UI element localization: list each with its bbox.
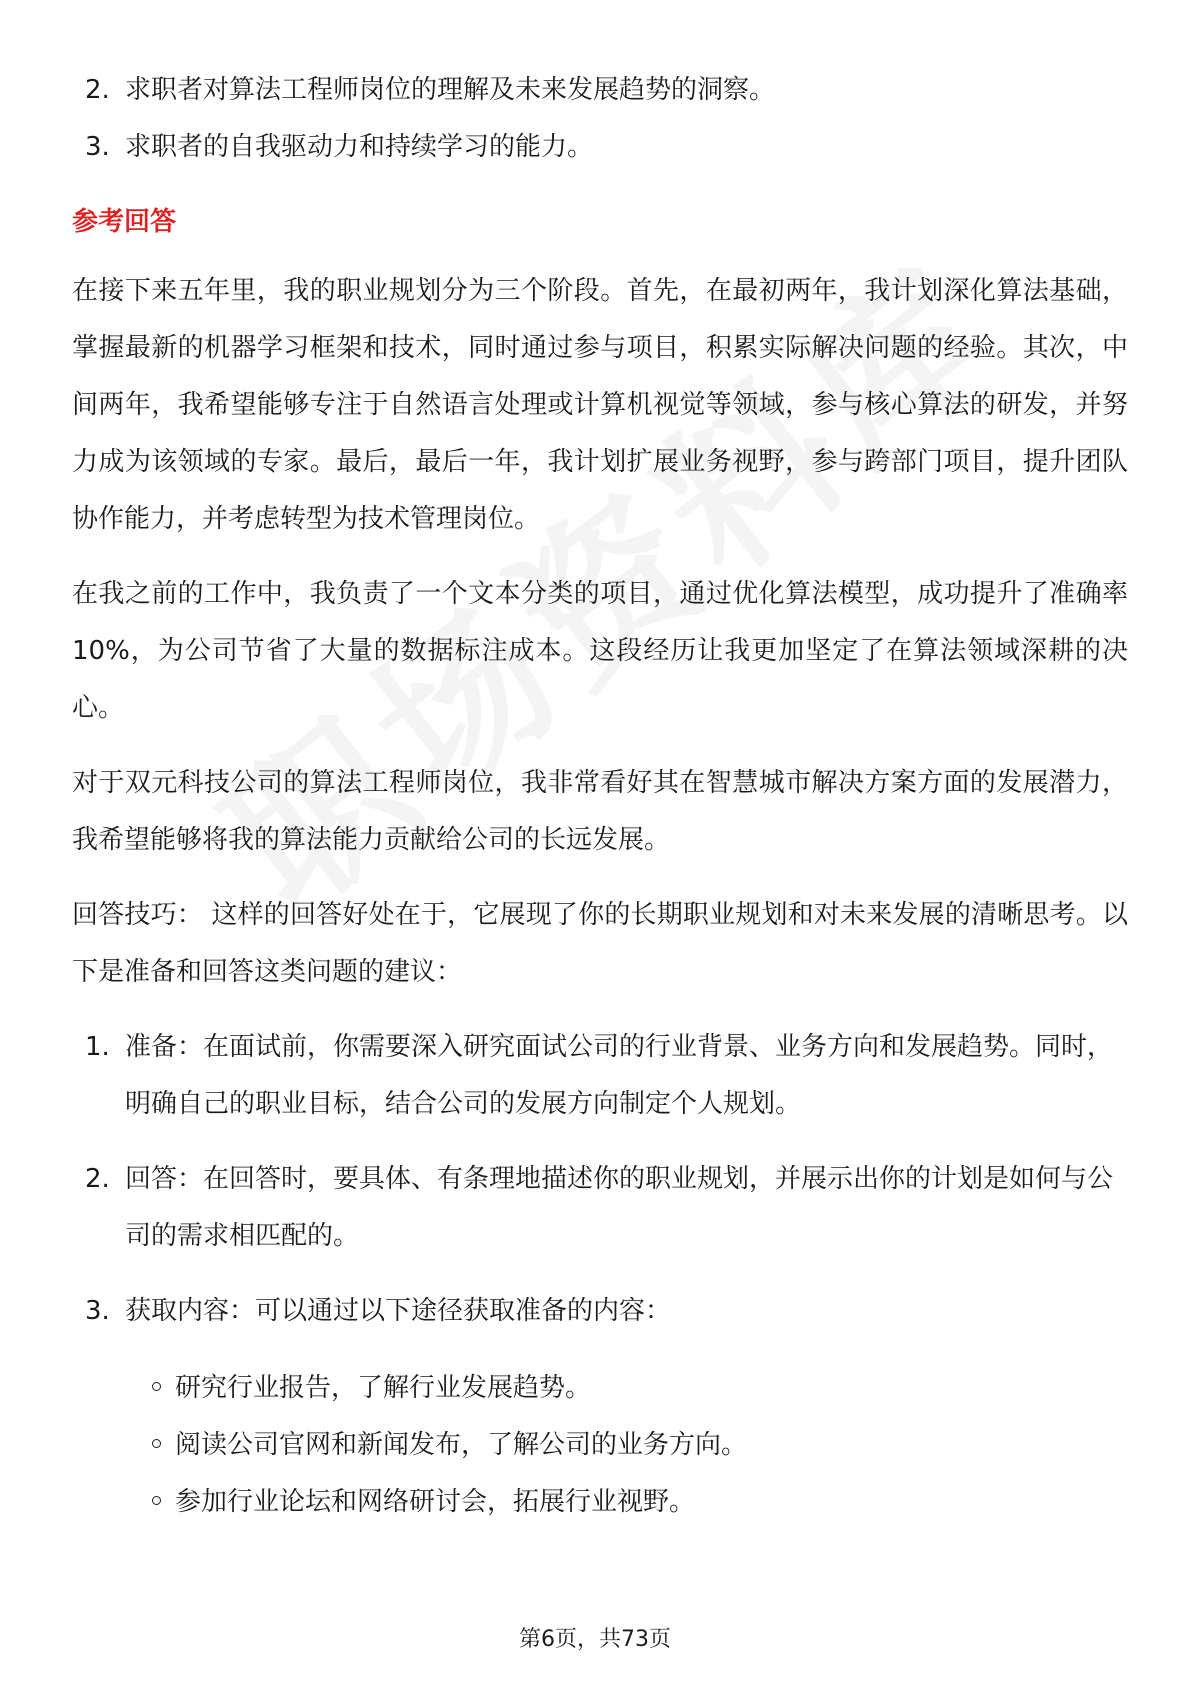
- page-footer: 第6页，共73页: [519, 1627, 671, 1652]
- list-item-text: 求职者对算法工程师岗位的理解及未来发展趋势的洞察。: [125, 75, 776, 105]
- document-body: [72, 62, 1128, 1531]
- list-number: 2.: [85, 1164, 110, 1194]
- list-item-text: 回答：在回答时，要具体、有条理地描述你的职业规划，并展示出你的计划是如何与公司的需求相匹配的。: [125, 1164, 1114, 1251]
- answer-paragraph-1: 在接下来五年里，我的职业规划分为三个阶段。首先，在最初两年，我计划深化算法基础，掌握最新的机器学习框架和技术，同时通过参与项目，积累实际解决问题的经验。其次，中间两年，我希望能够专注于自然语言处理或计算机视觉等领域，参与核心算法的研发，并努力成为该领域的专家。最后，最后一年，我计划扩展业务视野，参与跨部门项目，提升团队协作能力，并考虑转型为技术管理岗位。: [72, 276, 1128, 534]
- circle-bullet-icon: [152, 1496, 161, 1505]
- sub-list-item: [152, 1474, 1128, 1531]
- sub-list-item: [152, 1417, 1128, 1474]
- sub-list-item-text: 参加行业论坛和网络研讨会，拓展行业视野。: [175, 1487, 696, 1517]
- list-number: 1.: [85, 1032, 110, 1062]
- list-number: 2.: [85, 75, 110, 105]
- tip-item-content: [72, 1283, 1128, 1340]
- tip-item-prepare: [72, 1019, 1128, 1133]
- sub-list: [72, 1360, 1128, 1531]
- circle-bullet-icon: [152, 1439, 161, 1448]
- tip-item-answer: [72, 1151, 1128, 1265]
- list-number: 3.: [85, 1296, 110, 1326]
- answer-paragraph-3: 对于双元科技公司的算法工程师岗位，我非常看好其在智慧城市解决方案方面的发展潜力，我希望能够将我的算法能力贡献给公司的长远发展。: [72, 768, 1128, 855]
- sub-list-item-text: 研究行业报告，了解行业发展趋势。: [175, 1373, 592, 1403]
- circle-bullet-icon: [152, 1382, 161, 1391]
- answer-paragraph-2: 在我之前的工作中，我负责了一个文本分类的项目，通过优化算法模型，成功提升了准确率10%，为公司节省了大量的数据标注成本。这段经历让我更加坚定了在算法领域深耕的决心。: [72, 579, 1128, 723]
- list-item-text: 求职者的自我驱动力和持续学习的能力。: [125, 132, 594, 162]
- answer-heading: 参考回答: [72, 207, 177, 237]
- list-item-text: 准备：在面试前，你需要深入研究面试公司的行业背景、业务方向和发展趋势。同时，明确自己的职业目标，结合公司的发展方向制定个人规划。: [125, 1032, 1114, 1119]
- list-number: 3.: [85, 132, 110, 162]
- tips-paragraph: 回答技巧： 这样的回答好处在于，它展现了你的长期职业规划和对未来发展的清晰思考。以下是准备和回答这类问题的建议：: [72, 900, 1128, 987]
- sub-list-item: [152, 1360, 1128, 1417]
- sub-list-item-text: 阅读公司官网和新闻发布，了解公司的业务方向。: [175, 1430, 748, 1460]
- list-item: [72, 62, 1128, 119]
- list-item-text: 获取内容：可以通过以下途径获取准备的内容：: [125, 1296, 672, 1326]
- list-item: [72, 119, 1128, 176]
